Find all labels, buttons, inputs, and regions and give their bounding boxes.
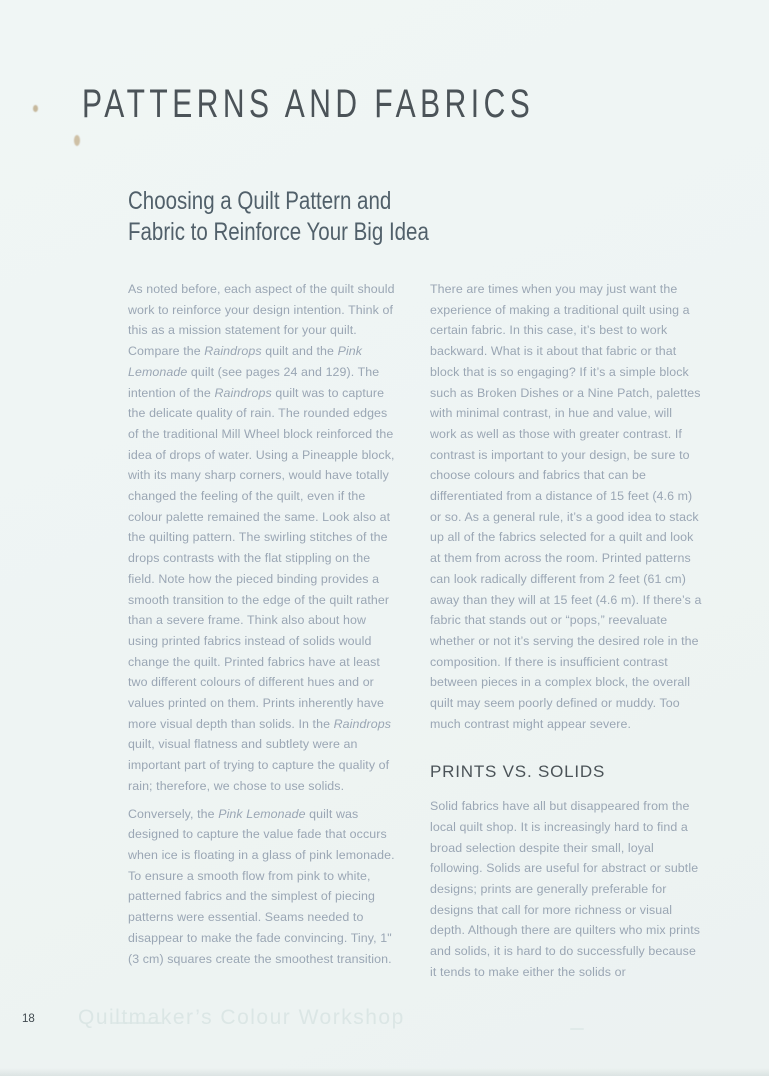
body-paragraph bbox=[128, 804, 399, 970]
body-paragraph bbox=[430, 279, 702, 734]
italic-text-run: Raindrops bbox=[214, 385, 272, 400]
scan-speck-icon bbox=[74, 135, 80, 146]
text-run: quilt and the bbox=[261, 344, 338, 359]
page-edge-shadow bbox=[0, 1068, 769, 1076]
subtitle-line-1: Choosing a Quilt Pattern and bbox=[128, 187, 392, 215]
subtitle-line-2: Fabric to Reinforce Your Big Idea bbox=[128, 218, 429, 246]
left-column bbox=[128, 279, 399, 969]
section-subtitle bbox=[128, 186, 429, 248]
text-run: quilt, visual flatness and subtlety were an important part of trying to capture the quality of rain; therefore, we chose to use solids. bbox=[128, 737, 390, 793]
text-run: As noted before, each aspect of the quilt should work to reinforce your design intention. Think of this as a mission statement for your quilt. Compare the bbox=[128, 282, 395, 359]
section-header: PRINTS VS. SOLIDS bbox=[430, 762, 606, 782]
italic-text-run: Pink Lemonade bbox=[218, 806, 306, 821]
text-run: quilt (see pages 24 and 129). The intention of the bbox=[128, 364, 380, 400]
text-run: Conversely, the bbox=[128, 806, 219, 821]
italic-text-run: Raindrops bbox=[333, 716, 391, 731]
text-run: quilt was designed to capture the value fade that occurs when ice is floating in a glass of pink lemonade. To ensure a smooth flow from pink to white, patterned fabrics and the simplest of piecing patterns were essential. Seams needed to disappear to make the fade convincing. Tiny, 1" (3 cm) squares create the smoothest transition. bbox=[128, 806, 395, 966]
running-footer-title: Quiltmaker’s Colour Workshop bbox=[78, 1006, 405, 1029]
italic-text-run: Pink Lemonade bbox=[128, 344, 363, 379]
scan-speck-icon bbox=[33, 105, 38, 112]
text-run: Solid fabrics have all but disappeared from the local quilt shop. It is increasingly hard to find a broad selection despite their small, loyal following. Solids are useful for abstract or subtle designs; prints are generally preferable for designs that call for more richness or visual depth. Although there are quilters who mix prints and solids, it is hard to do successfully because it tends to make either the solids or bbox=[430, 799, 701, 979]
body-paragraph bbox=[128, 279, 399, 797]
page-title: PATTERNS AND FABRICS bbox=[82, 82, 535, 126]
italic-text-run: Raindrops bbox=[204, 344, 262, 359]
text-run: quilt was to capture the delicate quality of rain. The rounded edges of the traditional Mill Wheel block reinforced the idea of drops of water. Using a Pineapple block, with its many sharp corners, would have totally changed the feeling of the quilt, even if the colour palette remained the same. Look also at the quilting pattern. The swirling stitches of the drops contrasts with the flat stippling on the field. Note how the pieced binding provides a smooth transition to the edge of the quilt rather than a severe frame. Think also about how using printed fabrics instead of solids would change the quilt. Printed fabrics have at least two different colours of different hues and or values printed on them. Prints inherently have more visual depth than solids. In the bbox=[128, 385, 395, 731]
showthrough-dash bbox=[570, 1028, 584, 1030]
body-paragraph bbox=[430, 796, 702, 982]
page-number: 18 bbox=[22, 1013, 35, 1025]
right-column bbox=[430, 279, 702, 983]
text-run: There are times when you may just want the experience of making a traditional quilt using a certain fabric. In this case, it’s best to work backward. What is it about that fabric or that block that is so engaging? If it’s a simple block such as Broken Dishes or a Nine Patch, palettes with minimal contrast, in hue and value, will work as well as those with greater contrast. If contrast is important to your design, be sure to choose colours and fabrics that can be differentiated from a distance of 15 feet (4.6 m) or so. As a general rule, it’s a good idea to stack up all of the fabrics selected for a quilt and look at them from across the room. Printed patterns can look radically different from 2 feet (61 cm) away than they will at 15 feet (4.6 m). If there’s a fabric that stands out or “pops,” reevaluate whether or not it’s serving the desired role in the composition. If there is insufficient contrast between pieces in a complex block, the overall quilt may seem poorly defined or muddy. Too much contrast might appear severe. bbox=[430, 282, 702, 731]
